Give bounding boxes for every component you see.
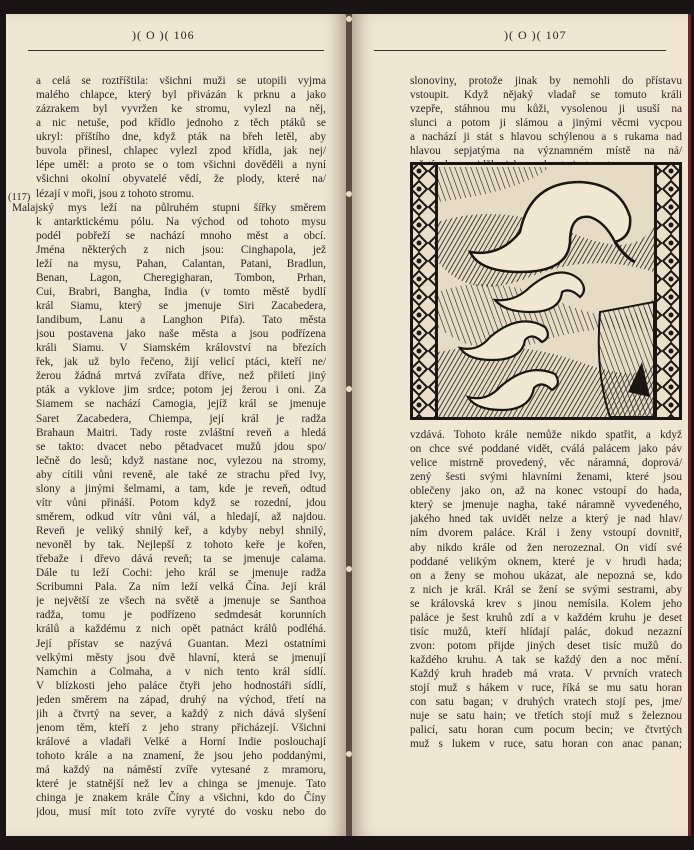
text-line: malého chlapce, který byl přivázán k prknu a jako	[36, 89, 326, 102]
text-line: on chce své poddané vidět, cválá palácem jako páv	[410, 443, 682, 456]
text-line: tohoto krále a na znamení, že jsou jeho poddanými,	[36, 750, 326, 762]
text-line: se takto: dvacet nebo pětadvacet mužů jdou spo/	[36, 440, 326, 453]
text-line: buvola přinesl, chlapec vylezl zpod křídla, jak nej/	[36, 145, 326, 158]
text-line: zvon: potom přijde jiných deset tisíc mužů do	[410, 639, 682, 652]
text-line: slunci a potom ji slámou a jinými věcmi vycpou	[410, 117, 682, 130]
text-line: a nic netuše, pod křídlo jednoho z těch ptáků se	[36, 117, 326, 130]
text-line: Cui, Brabri, Bangha, India (v tomto městě bydlí	[36, 285, 326, 298]
text-line: hlavou sepjatýma na významném místě na ná/	[410, 145, 682, 158]
text-line: Siamem se nachází Camogia, jejíž král se jmenuje	[36, 398, 326, 411]
text-line: vítr vůni přináší. Potom když se rozední, jdou	[36, 496, 326, 509]
text-line: nevoněl by tak. Nejlepší z tohoto keře je kořen,	[36, 539, 326, 552]
text-line: slonoviny, protože jinak by nemohli do přístavu	[410, 75, 682, 87]
text-line: třebaže i dřevo dává reveň; ta se jmenuje calama.	[36, 553, 326, 566]
text-line: Saret Zacabedera, Chiempa, její král je radža	[36, 412, 326, 425]
text-line: radža, tomu je podřízeno sedmdesát korunních	[36, 609, 326, 622]
text-line: z nich je král. Král se žení se svými sestrami, aby	[410, 583, 682, 596]
text-line: leží na mysu, Pahan, Calantan, Patani, Bradlun,	[36, 257, 326, 270]
text-line: velkými městy jsou dvě hlavní, která se jmenují	[36, 651, 326, 664]
text-line: stojí muž s hákem v ruce, říká se mu satu horan	[410, 682, 682, 695]
text-line: a celá se roztříštila: všichni muži se utopili vyjma	[36, 75, 326, 87]
text-line: jenom těm, kteří z jeho strany přicházejí. Všichni	[36, 721, 326, 734]
text-line: nuje se satu hain; ve třetích stojí muž s železnou	[410, 710, 682, 723]
text-line: aby nikdo krále od žen nerozeznal. On vidí své	[410, 541, 682, 554]
binding-stitch	[346, 566, 352, 572]
page-header-left: )( O )( 106	[132, 28, 195, 42]
margin-note: (117)	[8, 192, 31, 203]
text-line: slony a jinými šelmami, a tam, kde je reveň, odtud	[36, 482, 326, 495]
text-line: pták a vyklove jim srdce; potom jej žerou i oni. Za	[36, 384, 326, 397]
right-page-text-bottom	[410, 428, 682, 751]
text-line: Dále tu leží Cochi: jeho král se jmenuje radža	[36, 567, 326, 580]
text-line: král Siamu, který se jmenuje Siri Zacabedera,	[36, 300, 326, 312]
text-line: palicí, satu horan cum pocum becin; ve čtvrtých	[410, 724, 682, 737]
text-line: paláce je šest kruhů zdí a v každém kruhu je deset	[410, 611, 682, 624]
binding-stitch	[346, 751, 352, 757]
text-line: Benan, Lagon, Cheregigharan, Tombon, Prhan,	[36, 271, 326, 284]
text-line: žerou žádná mrtvá zvířata dříve, než přiletí jiný	[36, 370, 326, 383]
text-line: vstoupit. Když nějaký vladař se tomuto králi	[410, 89, 682, 102]
text-line: jsou postavena jako naše města a jsou podřízena	[36, 328, 326, 341]
binding-stitch	[346, 16, 352, 22]
swans-woodcut-illustration	[410, 162, 682, 420]
text-line: se královská krev s jinou nemísila. Kolem jeho	[410, 597, 682, 610]
text-line: všichni okolní obyvatelé vědí, že plody, které na/	[36, 173, 326, 186]
book-spread	[6, 6, 688, 842]
text-line: poddané velikým oknem, které je v hrudi hada;	[410, 555, 682, 568]
text-line: vzdává. Tohoto krále nemůže nikdo spatřit, a když	[410, 429, 682, 441]
text-line: Její přístav se nazývá Guantan. Mezi ostatními	[36, 637, 326, 650]
text-line: Brahaun Maitri. Tady roste zvláštní reveň a hledá	[36, 426, 326, 439]
text-line: k antarktickému pólu. Na východ od tohoto mysu	[36, 215, 326, 228]
text-line: směrem, odkud vítr vůni vál, a hledají, až najdou.	[36, 510, 326, 523]
text-line: Reveň je veliký shnilý keř, a kdyby nebyl shnilý,	[36, 525, 326, 537]
text-line: lézají v moři, jsou z tohoto stromu.	[36, 187, 195, 200]
text-line: con satu bagan; v druhých vratech stojí pes, jme/	[410, 696, 682, 709]
text-line: Jména některých z nich jsou: Cinghapola, jež	[36, 243, 326, 256]
text-line: V blízkosti jeho paláce čtyři jeho hodnostáři sídlí,	[36, 679, 326, 692]
text-line: který se jmenuje nagha, také náramně vyvedeného,	[410, 499, 682, 512]
text-line: ukryl: příštího dne, když pták na břeh letěl, aby	[36, 131, 326, 144]
text-line: králové a vladaři Velké a Horní Indie poslouchají	[36, 735, 326, 748]
text-line: a nachází ji stát s hlavou schýlenou a s rukama nad	[410, 131, 682, 144]
text-line: oblečeny jako on, až na konec vstoupí do hada,	[410, 485, 682, 498]
page-header-right: )( O )( 107	[504, 28, 567, 42]
header-rule-left	[28, 50, 324, 51]
text-line: má každý na náměstí zvíře vytesané z mramoru,	[36, 764, 326, 777]
text-line: zázrakem byl vyvržen ke stromu, vylezl na něj,	[36, 103, 326, 116]
text-line: jih a čtvrtý na sever, a každý z nich dává slyšení	[36, 707, 326, 720]
text-line: králů a každému z nich opět patnáct králů podléhá.	[36, 623, 326, 636]
text-line: jakého hned tak uvidět nelze a který je nad hlav/	[410, 513, 682, 526]
text-line: Malajský mys leží na půlruhém stupni šířky směrem	[12, 201, 326, 214]
binding-stitch	[346, 386, 352, 392]
text-line: lečně do lesů; když nastane noc, vylezou na stromy,	[36, 454, 326, 467]
right-page	[352, 14, 691, 836]
text-line: ním dvorem paláce. Král i ženy vstoupí dovnitř,	[410, 527, 682, 540]
text-line: králi Siamu. V Siamském království na březích	[36, 342, 326, 355]
right-page-text-top	[410, 74, 682, 172]
text-line: lépe uměl: a proto se o tom všichni dověděli a nyní	[36, 159, 326, 172]
left-page	[6, 14, 346, 836]
text-line: zený šesti svými hlavními ženami, které jsou	[410, 471, 682, 484]
binding-stitch	[346, 191, 352, 197]
text-line: muž s lukem v ruce, satu horan con anac panan;	[410, 738, 682, 751]
header-rule-right	[374, 50, 666, 51]
text-line: podél pobřeží se nachází mnoho měst a obcí.	[36, 229, 326, 242]
text-line: tisíc mužů, kteří hlídají palác, dokud nezazní	[410, 625, 682, 638]
text-line: které je statnější než lev a chinga se jmenuje. Tato	[36, 778, 326, 791]
text-line: jeden směrem na západ, druhý na východ, třetí na	[36, 693, 326, 706]
text-line: každého kruhu. A tak se každý den a noc mění.	[410, 654, 682, 666]
text-line: velice mistrně provedený, věc náramná, doprová/	[410, 457, 682, 470]
text-line: je největší ze všech na světě a jmenuje se Santhoa	[36, 595, 326, 608]
text-line: řek, jak už bylo řečeno, žijí velicí ptáci, kteří ne/	[36, 356, 326, 369]
text-line: Scribumni Pala. Za ním leží velká Čína. Její král	[36, 581, 326, 594]
text-line: chinga je znakem krále Číny a všichni, kdo do Číny	[36, 792, 326, 805]
text-line: vzepře, stáhnou mu kůži, vysolenou ji usuší na	[410, 103, 682, 116]
text-line: aby cítili vůni reveně, ale také ze strachu před lvy,	[36, 468, 326, 481]
text-line: jdou, musí mít toto zvíře vyryté do vosku nebo do	[36, 806, 326, 819]
text-line: Namchin a Colmaha, a v nich tento král sídlí.	[36, 665, 326, 678]
text-line: Iandibum, Lanu a Langhon Pifa). Tato města	[36, 314, 326, 327]
text-line: Každý kruh hradeb má vrata. V prvních vratech	[410, 668, 682, 681]
text-line: on a ženy se mohou ukázat, ale nepozná se, kdo	[410, 569, 682, 582]
